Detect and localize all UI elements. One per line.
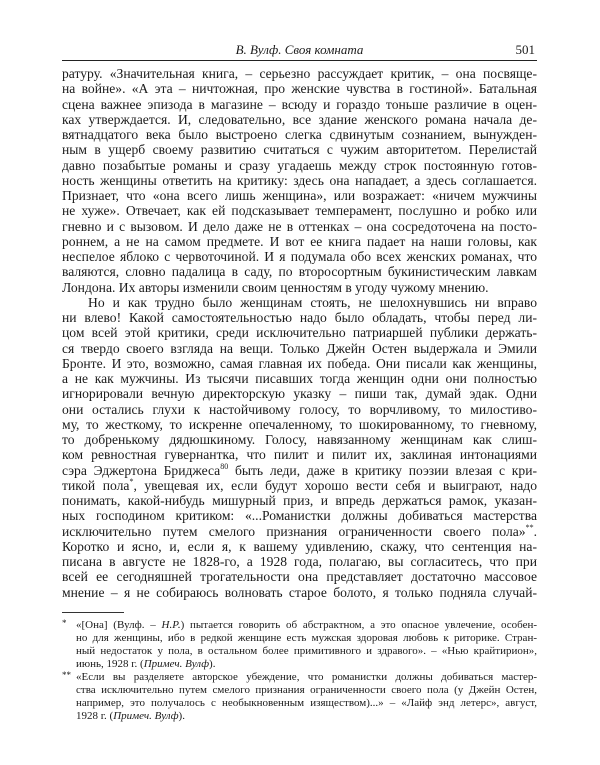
text-line [62,432,537,447]
line-text: ность женщины ответить на критику: здесь она нападает, а здесь соглашается. [62,172,537,188]
line-text: ства исключительно путем смелого признания ограниченности своего пола (у Джейн Остен, [76,684,537,696]
italic-text: Примеч. Вулф [113,710,179,722]
line-text: цом всей этой критики, среди исключительно патриаршей публики держать- [62,325,537,341]
footnote-line [76,710,537,723]
line-text: давно позабытые романы и сразу угадаешь между строк постоянную готов- [62,157,537,173]
text-line [62,97,537,112]
line-text: ком ревностная гувернантка, что пилит и пилит их, заклиная интонациями [62,447,537,463]
line-text: неспелое яблоко с червоточиной. И я подумала обо всех женских романах, что [62,249,537,264]
line-text: ным в ущерб своему развитию считаться с чужим авторитетом. Перелистай [62,142,537,158]
text-line [62,81,537,96]
line-text: сэра Эджертона Бриджеса [62,462,221,478]
footnote-line [76,619,537,632]
line-text: валяются, словно падалица в саду, по второсортным букинистическим лавкам [62,264,537,280]
line-text: то добренькому дядюшкиному. Голосу, навязанному женщинам как слиш- [62,432,537,447]
text-line [62,447,537,462]
line-text: ках утверждается. И, следовательно, все здание женского романа начала де- [62,111,537,127]
line-text: Коротко и ясно, и, если я, к вашему удивлению, скажу, что сентенция на- [62,538,537,554]
footnote-separator [62,612,124,613]
line-text: а не как мужчины. Из тысячи писавших тогда женщин одни они полностью [62,371,537,386]
footnote-line [76,697,537,710]
line-text: 1928 г. ( [76,710,114,722]
italic-text: Примеч. Вулф [143,658,210,670]
footnote [62,671,537,723]
line-text: ратуру. «Значительная книга, – серьезно рассуждает критик, – она посвяще- [62,66,537,81]
line-text: «[Она] (Вулф. – [76,619,162,631]
line-text: . [533,523,537,539]
line-text: например, это получалось с необыкновенным изяществом)...» – «Лайф энд летерс», август, [76,697,537,709]
line-text: ный недостаток у пола, в остальном более примитивного и здравого». – «Нью крайтирион», [76,645,537,657]
line-text: мнение – я не собираюсь волновать старое болото, я только подняла случай- [62,584,537,600]
text-line [62,127,537,142]
line-text: Но и как трудно было женщинам стоять, не шелохнувшись ни вправо [88,294,537,310]
italic-text: Н.Р. [161,619,181,631]
line-text: ни влево! Какой самостоятельностью надо было обладать, чтобы перед ли- [62,310,537,325]
text-line [62,508,537,523]
text-line [62,569,537,584]
text-line [62,539,537,554]
line-text: ся твердо своего взгляда на вещи. Только Джейн Остен выдержала и Эмили [62,340,537,356]
text-line [62,310,537,325]
text-line [62,249,537,264]
line-text: тикой пола [62,477,130,493]
line-text: ). [178,710,185,722]
line-text: Признает, что «она всего лишь женщина», или возражает: «ничем мужчины [62,188,537,203]
line-text: быть леди, даже в критику поэзии влезая с кри- [228,462,537,478]
line-text: сцена важнее эпизода в магазине – всюду и гораздо тоньше различие в оцен- [62,96,537,112]
line-text: , увещевая их, если будут хорошо вести себя и выиграют, надо [133,477,537,493]
line-text: му, то жесткому, то искренне опечаленному, то шокированному, то гневному, [62,416,537,432]
footnote-ref[interactable]: 80 [220,461,229,471]
footnote-line [76,671,537,684]
text-line [62,158,537,173]
body-text [62,66,537,600]
footnote [62,619,537,671]
line-text: всей ее сегодняшней трогательности она представляет достаточно массовое [62,569,537,585]
line-text: июнь, 1928 г. ( [76,658,144,670]
footnote-line [76,645,537,658]
footnote-mark: * [62,618,67,628]
line-text: исключительно путем смелого признания ограниченности своего пола» [62,523,526,539]
text-line [62,356,537,371]
text-line [62,554,537,569]
footnote-mark: ** [62,670,71,680]
text-line [62,203,537,218]
text-line [62,478,537,493]
text-line [62,219,537,234]
text-line [62,341,537,356]
line-text: ) пытается говорить об абстрактном, а это опасное увлечение, особен- [180,619,537,631]
text-line [62,493,537,508]
footnote-ref[interactable]: ** [525,522,534,532]
line-text: «Если вы разделяете авторское убеждение, что романистки должны добиваться мастер- [76,671,537,683]
text-line [62,524,537,539]
line-text: ). [209,658,216,670]
running-header [62,40,537,58]
text-line [62,112,537,127]
footnotes [62,619,537,723]
text-line [62,66,537,81]
line-text: на войне». «А эта – ничтожная, про женские чувства в гостиной». Батальная [62,81,537,97]
line-text: писана в августе не 1828-го, а 1928 года, полагаю, вы согласитесь, что при [62,554,537,569]
footnote-line [76,684,537,697]
line-text: Лондона. Их авторы изменили своим ценностям в угоду чужому мнению. [62,279,489,295]
line-text: они остались глухи к настойчивому голосу, то ворчливому, то милостиво- [62,401,537,417]
paragraph [62,295,537,600]
page-number: 501 [515,42,535,57]
text-line [62,402,537,417]
header-rule [62,60,537,61]
text-line [62,173,537,188]
line-text: понимать, какой-нибудь мишурный приз, и впредь держаться рамок, указан- [62,493,537,508]
text-line [62,295,537,310]
text-line [62,188,537,203]
text-line [62,463,537,478]
text-line [62,325,537,340]
text-line [62,234,537,249]
text-line [62,280,537,295]
line-text: игнорировали вечную директорскую указку – пиши так, думай эдак. Одни [62,386,537,402]
line-text: но для женщины, ибо в редкой женщине есть мужская здоровая любовь к риторике. Стран- [76,632,537,644]
line-text: не хуже». Отвечает, как ей подсказывает темперамент, послушно и робко или [62,203,537,219]
text-line [62,585,537,600]
footnote-line [76,632,537,645]
footnote-line [76,658,537,671]
line-text: Бронте. И это, возможно, самая главная их победа. Они писали как женщины, [62,355,537,371]
line-text: роннем, а не на самом предмете. И вот ее книга падает на наши головы, как [62,233,537,249]
paragraph [62,66,537,295]
text-line [62,142,537,157]
line-text: ных господином критиком: «...Романистки должны добиваться мастерства [62,508,537,524]
text-line [62,371,537,386]
line-text: гневно и с вызовом. И дело даже не в оттенках – она сосредоточена на посто- [62,218,537,234]
line-text: вятнадцатого века было выстроено слегка сдвинутым сознанием, вынужден- [62,127,537,142]
text-line [62,264,537,279]
footnote-ref[interactable]: * [129,476,134,486]
text-line [62,386,537,401]
running-title: В. Вулф. Своя комната [235,42,364,57]
text-line [62,417,537,432]
